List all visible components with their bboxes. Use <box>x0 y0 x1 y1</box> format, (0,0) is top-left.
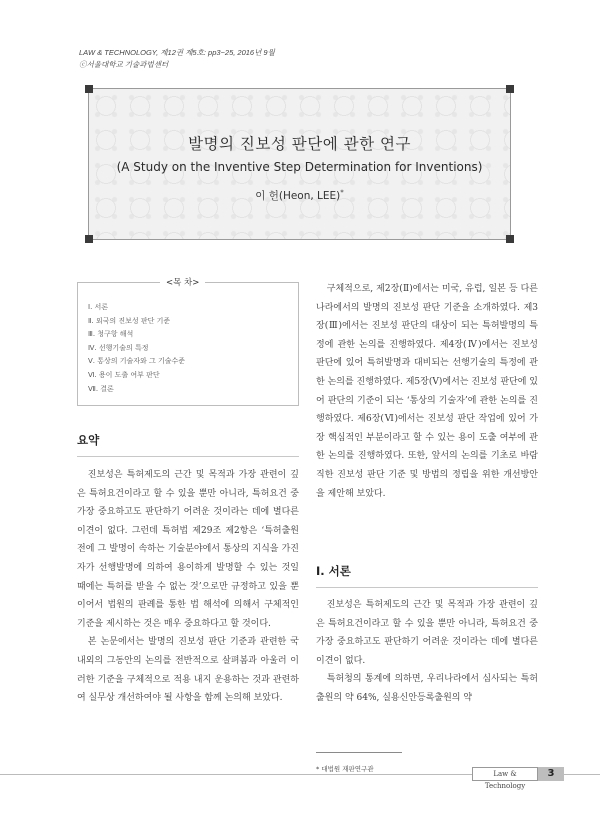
toc-title: <목 차> <box>160 276 205 288</box>
toc-item: Ⅵ. 용이 도출 여부 판단 <box>88 370 160 379</box>
author-footnote-mark: * <box>340 188 344 197</box>
abstract-heading: 요약 <box>77 433 100 447</box>
journal-citation: LAW & TECHNOLOGY, 제12권 제5호: pp3~25, 2016년 9월 <box>79 48 275 57</box>
intro-heading: I. 서론 <box>316 564 351 578</box>
toc-item: Ⅰ. 서론 <box>88 303 109 311</box>
toc-list <box>88 301 185 396</box>
toc-item: Ⅳ. 선행기술의 특정 <box>88 343 149 352</box>
journal-name-tag: Law & Technology <box>472 767 538 781</box>
copyright-line: ⓒ서울대학교 기술과법센터 <box>79 60 169 69</box>
corner-mark <box>85 85 93 93</box>
author-name: 이 헌(Heon, LEE) <box>255 190 341 202</box>
corner-mark <box>506 235 514 243</box>
paper-title-english: (A Study on the Inventive Step Determination for Inventions) <box>116 160 483 174</box>
toc-item: Ⅴ. 통상의 기술자와 그 기술수준 <box>88 357 186 366</box>
corner-mark <box>85 235 93 243</box>
toc-item: Ⅱ. 외국의 진보성 판단 기준 <box>88 316 171 325</box>
abstract-paragraph: 구체적으로, 제2장(Ⅱ)에서는 미국, 유럽, 일본 등 다른 나라에서의 발명의 진보성 판단 기준을 소개하였다. 제3장(Ⅲ)에서는 진보성 판단의 대상이 되는 특허발명의 특정에 관한 논의를 진행하였다. 제4장(Ⅳ)에서는 진보성 판단에 있어 특허발명과 대비되는 선행기술의 특정에 관한 논의를 진행하였다. 제5장(Ⅴ)에서는 진보성 판단에 있어 판단의 기준이 되는 ‘통상의 기술자’에 관한 논의를 진행하였다. 제6장(Ⅵ)에서는 진보성 판단 작업에 있어 가장 핵심적인 부분이라고 할 수 있는 용이 도출 여부에 관한 논의를 진행하였다. 또한, 앞서의 논의를 기초로 바람직한 진보성 판단 기준 및 방법의 정립을 위한 개선방안을 제안해 보았다. <box>316 284 538 499</box>
divider <box>316 587 538 588</box>
journal-header <box>79 47 275 71</box>
paper-title-korean: 발명의 진보성 판단에 관한 연구 <box>188 135 411 153</box>
title-box <box>88 88 511 240</box>
abstract-continuation <box>316 280 538 503</box>
divider <box>77 456 299 457</box>
intro-paragraph: 특허청의 통계에 의하면, 우리나라에서 심사되는 특허출원의 약 64%, 실용신안등록출원의 약 <box>316 674 538 703</box>
author-line <box>89 188 510 203</box>
page-number: 3 <box>538 767 564 781</box>
toc-item: Ⅶ. 결론 <box>88 384 114 393</box>
corner-mark <box>506 85 514 93</box>
abstract-body <box>77 466 299 708</box>
footnote: * 대법원 재판연구관 <box>316 765 374 773</box>
intro-body <box>316 596 538 708</box>
abstract-paragraph: 본 논문에서는 발명의 진보성 판단 기준과 관련한 국내외의 그동안의 논의를 전반적으로 살펴봄과 아울러 이러한 기준을 구체적으로 적용 내지 운용하는 것과 관련하여 실무상 개선하여야 될 사항을 함께 논의해 보았다. <box>77 637 299 704</box>
toc-item: Ⅲ. 청구항 해석 <box>88 330 134 339</box>
table-of-contents <box>77 278 299 406</box>
footnote-rule <box>316 752 402 753</box>
abstract-paragraph: 진보성은 특허제도의 근간 및 목적과 가장 관련이 깊은 특허요건이라고 할 수 있을 뿐만 아니라, 특허요건 중 가장 중요하고도 판단하기 어려운 것이라는 데에 별다른 이견이 없다. 그런데 특허법 제29조 제2항은 ‘특허출원 전에 그 발명이 속하는 기술분야에서 통상의 지식을 가진 자가 선행발명에 의하여 용이하게 발명할 수 있는 것일 때에는 특허를 받을 수 없는 것’으로만 규정하고 있을 뿐이어서 법원의 판례를 통한 법 해석에 의해서 구체적인 기준을 제시하는 것은 매우 중요하다고 할 것이다. <box>77 470 299 629</box>
intro-paragraph: 진보성은 특허제도의 근간 및 목적과 가장 관련이 깊은 특허요건이라고 할 수 있을 뿐만 아니라, 특허요건 중 가장 중요하고도 판단하기 어려운 것이라는 데에 별다른 이견이 없다. <box>316 600 538 666</box>
